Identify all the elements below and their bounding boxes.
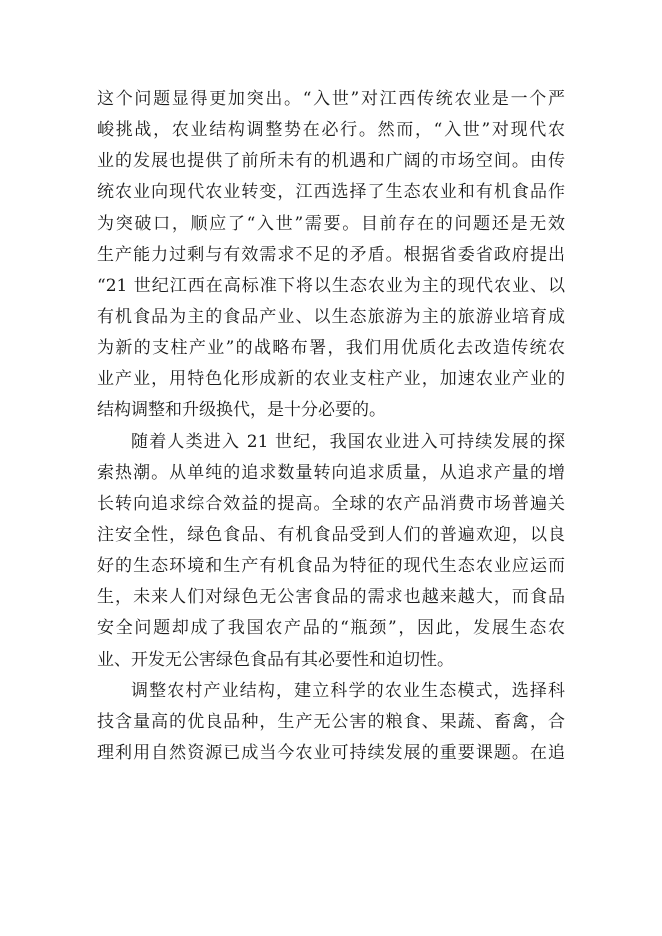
text-line: 生产能力过剩与有效需求不足的矛盾。根据省委省政府提出: [97, 244, 565, 265]
text-line: 结构调整和升级换代，是十分必要的。: [97, 400, 386, 421]
text-line: 统农业向现代农业转变，江西选择了生态农业和有机食品作: [97, 182, 565, 203]
paragraph-3: [97, 676, 565, 769]
text-line: 理利用自然资源已成当今农业可持续发展的重要课题。在追: [97, 742, 565, 763]
paragraph-2: [97, 427, 565, 676]
paragraph-1: [97, 84, 565, 427]
text-line: 有机食品为主的食品产业、以生态旅游为主的旅游业培育成: [97, 306, 565, 327]
text-line: 峻挑战，农业结构调整势在必行。然而，“入世”对现代农: [97, 120, 565, 141]
text-line: 业产业，用特色化形成新的农业支柱产业，加速农业产业的: [97, 369, 565, 390]
text-line: 这个问题显得更加突出。“入世”对江西传统农业是一个严: [97, 89, 565, 109]
text-line: 技含量高的优良品种，生产无公害的粮食、果蔬、畜禽，合: [97, 711, 565, 732]
text-line: 为突破口，顺应了“入世”需要。目前存在的问题还是无效: [97, 213, 565, 234]
text-line: 调整农村产业结构，建立科学的农业生态模式，选择科: [131, 680, 565, 701]
text-line: 业、开发无公害绿色食品有其必要性和迫切性。: [97, 649, 454, 670]
text-line: 业的发展也提供了前所未有的机遇和广阔的市场空间。由传: [97, 151, 565, 172]
text-line: 随着人类进入 21 世纪，我国农业进入可持续发展的探: [131, 431, 565, 452]
text-line: 安全问题却成了我国农产品的“瓶颈”，因此，发展生态农: [97, 618, 565, 639]
text-line: 注安全性，绿色食品、有机食品受到人们的普遍欢迎，以良: [97, 524, 565, 545]
text-line: 索热潮。从单纯的追求数量转向追求质量，从追求产量的增: [97, 462, 565, 483]
text-line: 长转向追求综合效益的提高。全球的农产品消费市场普遍关: [97, 493, 565, 514]
text-line: 生，未来人们对绿色无公害食品的需求也越来越大，而食品: [97, 587, 565, 608]
text-line: 好的生态环境和生产有机食品为特征的现代生态农业应运而: [97, 556, 565, 577]
body-text: [97, 84, 565, 769]
text-line: 为新的支柱产业”的战略布署，我们用优质化去改造传统农: [97, 338, 565, 359]
text-line: “21 世纪江西在高标准下将以生态农业为主的现代农业、以: [97, 275, 565, 296]
